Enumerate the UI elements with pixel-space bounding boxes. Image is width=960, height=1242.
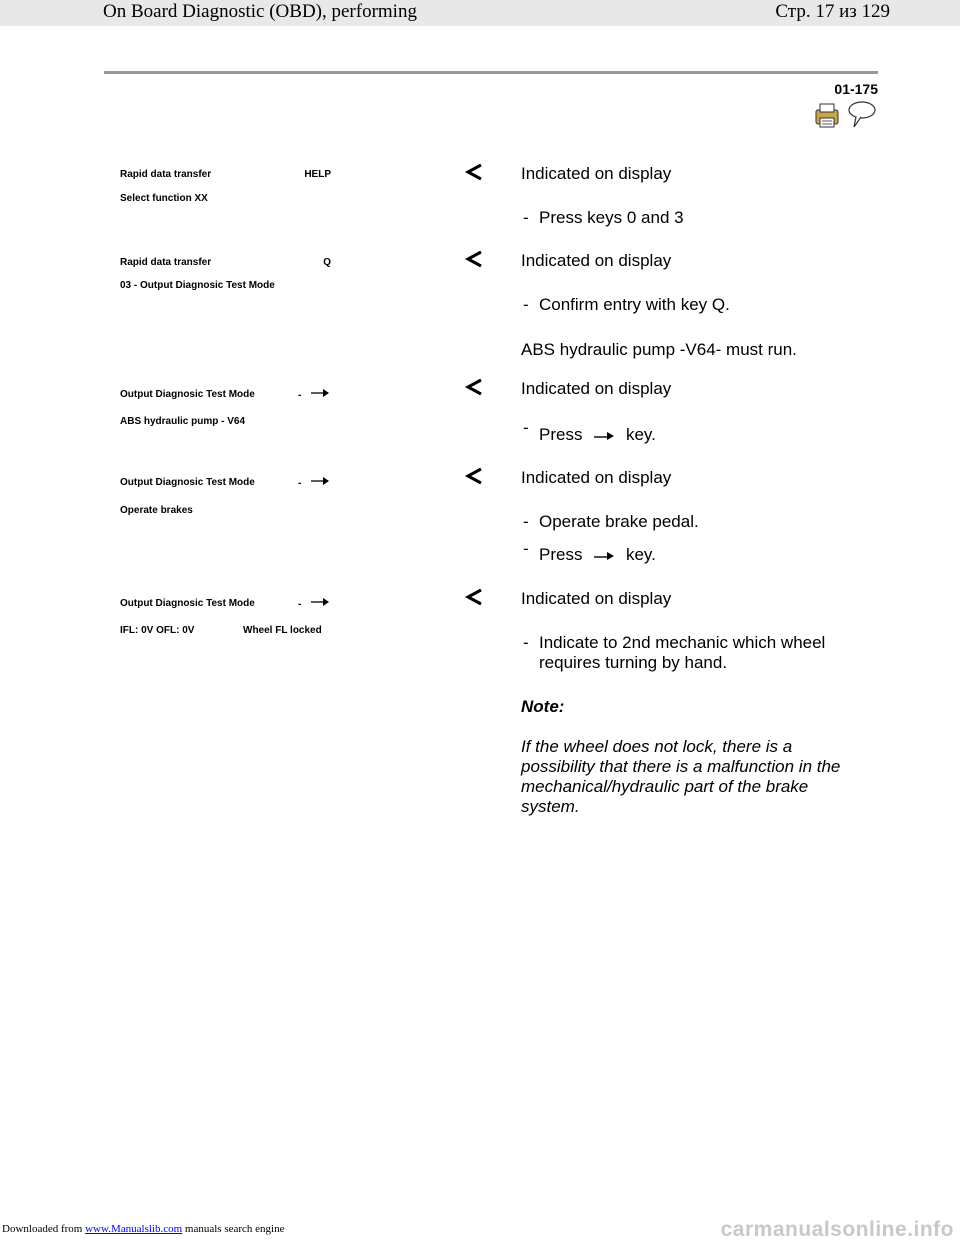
pointer-arrow-icon <box>464 250 484 268</box>
manualslib-link[interactable]: www.Manualslib.com <box>85 1223 183 1235</box>
display-line-2: 03 - Output Diagnosic Test Mode <box>120 280 275 291</box>
indicated-label: Indicated on display <box>521 379 672 398</box>
step-press <box>539 545 656 565</box>
indicated-label: Indicated on display <box>521 164 672 183</box>
step-press <box>539 425 656 445</box>
display-line-1: Output Diagnosic Test Mode <box>120 389 255 400</box>
pointer-arrow-icon <box>464 467 484 485</box>
watermark: carmanualsonline.info <box>720 1218 954 1241</box>
display-line-2: IFL: 0V OFL: 0V <box>120 625 195 636</box>
display-dash: - <box>298 390 302 401</box>
step-press-post: key. <box>625 425 656 444</box>
display-line-2: Select function XX <box>120 193 208 204</box>
right-arrow-icon <box>593 550 615 562</box>
display-line-1: Rapid data transfer <box>120 169 212 180</box>
page-number: 01-175 <box>834 81 878 97</box>
step-text: Press keys 0 and 3 <box>539 208 684 227</box>
right-arrow-icon <box>310 597 330 607</box>
page-counter: Стр. 17 из 129 <box>775 1 890 22</box>
speech-bubble-icon[interactable] <box>849 102 875 127</box>
printer-icon[interactable] <box>816 104 838 127</box>
step-press-post: key. <box>625 545 656 564</box>
display-line-2-right: Wheel FL locked <box>243 625 322 636</box>
note-line: system. <box>521 797 580 816</box>
step-text: Indicate to 2nd mechanic which wheel <box>539 633 826 652</box>
header-rule <box>104 71 878 74</box>
step-press-pre: Press <box>539 425 583 444</box>
step-text-cont: requires turning by hand. <box>539 653 728 672</box>
display-line-2: ABS hydraulic pump - V64 <box>120 416 246 427</box>
display-line-1: Output Diagnosic Test Mode <box>120 477 255 488</box>
step-text: Confirm entry with key Q. <box>539 295 730 314</box>
display-key: Q <box>323 257 331 268</box>
step-dash: - <box>523 208 529 227</box>
footer-source <box>2 1223 284 1235</box>
window-header <box>0 0 960 26</box>
pointer-arrow-icon <box>464 163 484 181</box>
right-arrow-icon <box>310 476 330 486</box>
step-dash: - <box>523 633 529 652</box>
pointer-arrow-icon <box>464 588 484 606</box>
display-dash: - <box>298 478 302 489</box>
note-line: possibility that there is a malfunction in the <box>521 757 841 776</box>
display-line-1: Output Diagnosic Test Mode <box>120 598 255 609</box>
display-dash: - <box>298 599 302 610</box>
step-text: Operate brake pedal. <box>539 512 699 531</box>
step-press-pre: Press <box>539 545 583 564</box>
note-line: If the wheel does not lock, there is a <box>521 737 793 756</box>
right-arrow-icon <box>593 430 615 442</box>
step-note: ABS hydraulic pump -V64- must run. <box>521 340 797 359</box>
step-dash: - <box>523 295 529 314</box>
pointer-arrow-icon <box>464 378 484 396</box>
indicated-label: Indicated on display <box>521 251 672 270</box>
indicated-label: Indicated on display <box>521 468 672 487</box>
footer <box>0 1218 960 1242</box>
step-dash: - <box>523 512 529 531</box>
footer-suffix: manuals search engine <box>184 1223 285 1235</box>
display-line-2: Operate brakes <box>120 505 193 516</box>
display-line-1: Rapid data transfer <box>120 257 212 268</box>
right-arrow-icon <box>310 388 330 398</box>
toolbar-icons <box>814 100 878 130</box>
display-key: HELP <box>304 169 331 180</box>
footer-prefix: Downloaded from <box>2 1223 83 1235</box>
document-title: On Board Diagnostic (OBD), performing <box>103 1 417 22</box>
indicated-label: Indicated on display <box>521 589 672 608</box>
step-dash: - <box>523 418 529 437</box>
step-dash: - <box>523 539 529 558</box>
note-label: Note: <box>521 697 565 716</box>
note-line: mechanical/hydraulic part of the brake <box>521 777 809 796</box>
